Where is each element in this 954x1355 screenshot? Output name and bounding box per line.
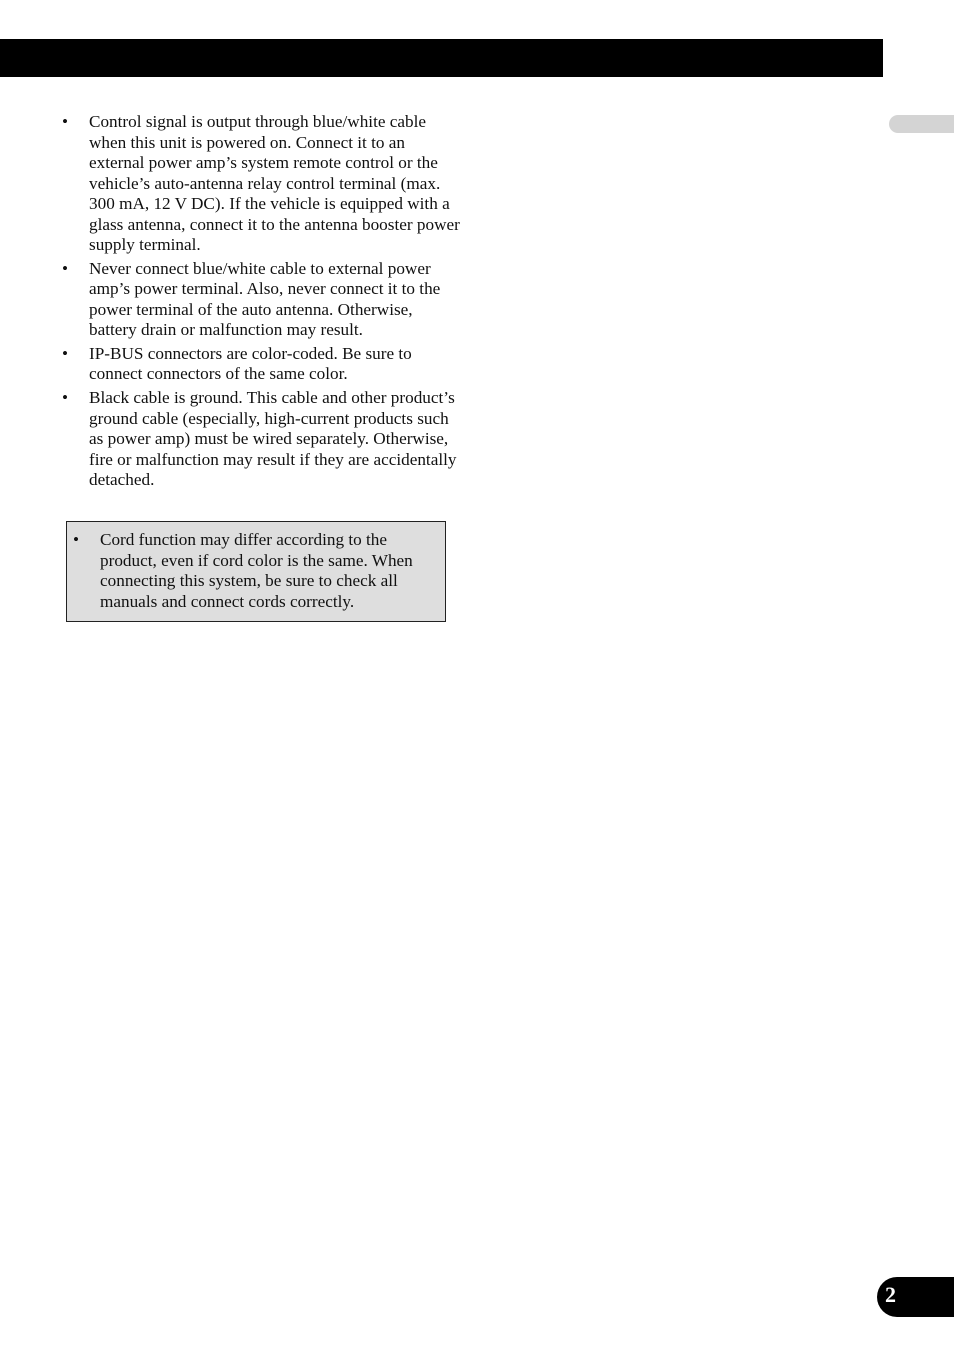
note-list bbox=[73, 530, 437, 612]
bullet-icon: • bbox=[62, 258, 69, 278]
list-item bbox=[60, 112, 460, 256]
section-tab bbox=[889, 115, 954, 133]
bullet-icon: • bbox=[73, 530, 80, 549]
list-item-text: IP-BUS connectors are color-coded. Be sure to connect connectors of the same color. bbox=[89, 343, 412, 384]
bullet-icon: • bbox=[62, 343, 69, 363]
list-item-text: Black cable is ground. This cable and other product’s ground cable (especially, high-current products such as power amp) must be wired separately. Otherwise, fire or malfunction may result if they are accidentally detached. bbox=[89, 388, 457, 490]
bullet-icon: • bbox=[62, 112, 69, 131]
list-item bbox=[60, 259, 460, 341]
note-box bbox=[66, 521, 446, 622]
note-item-text: Cord function may differ according to the product, even if cord color is the same. When connecting this system, be sure to check all manuals and connect cords correctly. bbox=[100, 530, 413, 611]
list-item bbox=[60, 388, 460, 491]
list-item-text: Control signal is output through blue/white cable when this unit is powered on. Connect it to an external power amp’s system remote control or the vehicle’s auto-antenna relay control terminal (max. 300 mA, 12 V DC). If the vehicle is equipped with a glass antenna, connect it to the antenna booster power supply terminal. bbox=[89, 112, 460, 254]
list-item-text: Never connect blue/white cable to external power amp’s power terminal. Also, never connect it to the power terminal of the auto antenna. Otherwise, battery drain or malfunction may result. bbox=[89, 258, 441, 340]
header-bar bbox=[0, 39, 883, 77]
list-item bbox=[60, 344, 460, 385]
note-item bbox=[73, 530, 437, 612]
bullet-list bbox=[60, 112, 460, 494]
page-number: 2 bbox=[885, 1282, 896, 1307]
bullet-icon: • bbox=[62, 388, 69, 408]
